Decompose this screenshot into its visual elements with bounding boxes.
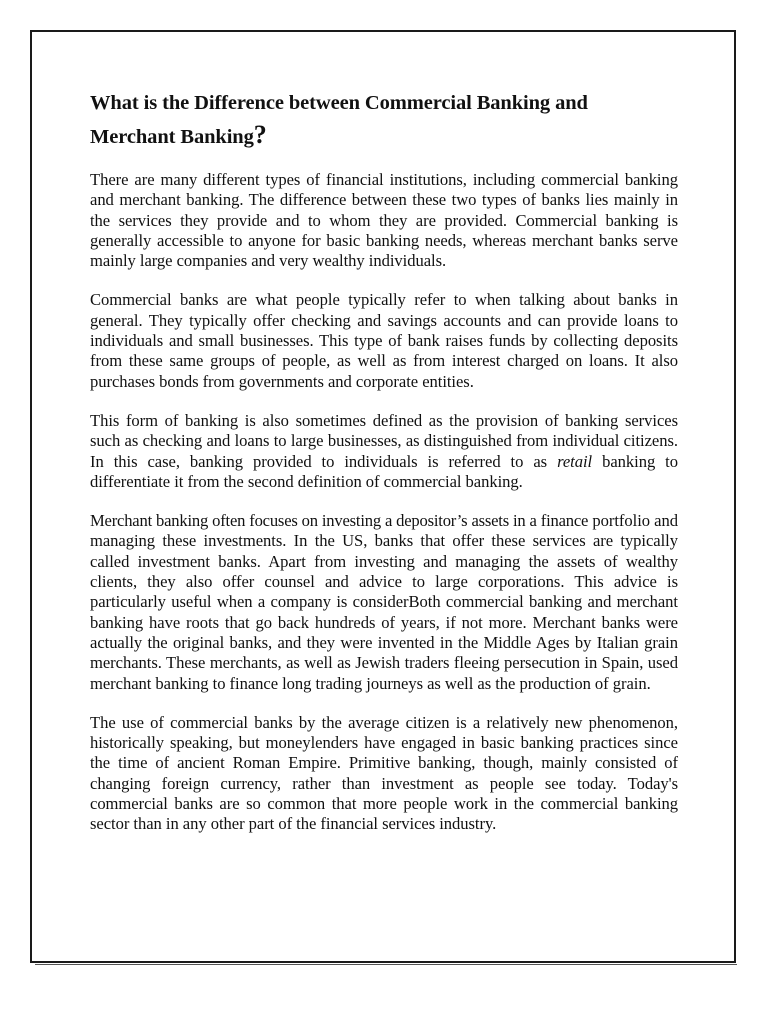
paragraph-body: portfolio and managing these investments. In the US, banks that offer these services are typically called investment banks. Apart from investing and managing the assets of wealthy clients, they also offer counsel and advice to large corporations. This advice is particularly useful when a company is considerBoth commercial banking and merchant banking have roots that go back hundreds of years, if not more. Merchant banks were actually the original banks, and they were invented in the Middle Ages by Italian grain merchants. These merchants, as well as Jewish traders fleeing persecution in Spain, used merchant banking to finance long trading journeys as well as the production of grain. (90, 511, 678, 693)
title-text: What is the Difference between Commercial Banking and Merchant Banking (90, 92, 588, 148)
paragraph-text-before: This form of banking is also sometimes defined as the provision of banking services such as checking and loans to large businesses, as distinguished from individual citizens. In this case, banking provided to individuals is referred to as (90, 410, 678, 471)
paragraph-text-after: banking to differentiate it from the second definition of commercial banking. (90, 451, 678, 491)
title-question-mark: ? (253, 120, 267, 149)
document-title (90, 88, 678, 153)
paragraph-banking-definition (90, 411, 678, 492)
paragraph-merchant-banking (90, 511, 678, 694)
paragraph-lead: Merchant banking often focuses on investing a depositor’s assets in a finance (90, 511, 589, 531)
document-body (90, 88, 678, 854)
page-border-shadow (35, 964, 737, 965)
retail-term: retail (557, 451, 593, 471)
paragraph-commercial-banks: Commercial banks are what people typically refer to when talking about banks in general. They typically offer checking and savings accounts and can provide loans to individuals and small businesses. This type of bank raises funds by collecting deposits from these same groups of people, as well as from interest charged on loans. It also purchases bonds from governments and corporate entities. (90, 290, 678, 391)
paragraph-history: The use of commercial banks by the average citizen is a relatively new phenomenon, historically speaking, but moneylenders have engaged in basic banking practices since the time of ancient Roman Empire. Primitive banking, though, mainly consisted of changing foreign currency, rather than investment as people see today. Today's commercial banks are so common that more people work in the commercial banking sector than in any other part of the financial services industry. (90, 712, 678, 834)
paragraph-intro: There are many different types of financial institutions, including commercial banking and merchant banking. The difference between these two types of banks lies mainly in the services they provide and to whom they are provided. Commercial banking is generally accessible to anyone for basic banking needs, whereas merchant banks serve mainly large companies and very wealthy individuals. (90, 170, 678, 271)
